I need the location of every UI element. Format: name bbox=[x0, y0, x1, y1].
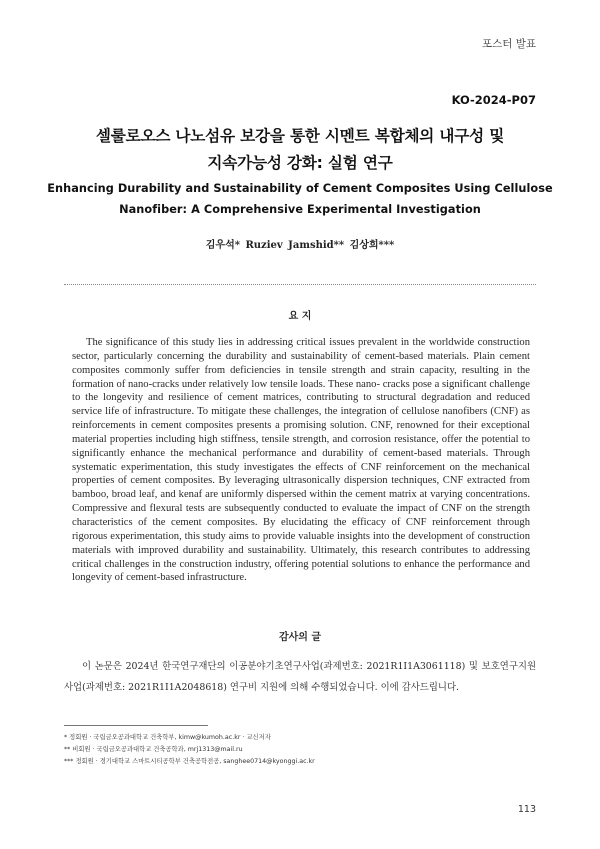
title-english-line2: Nanofiber: A Comprehensive Experimental Investigation bbox=[119, 203, 481, 216]
abstract-heading: 요 지 bbox=[288, 311, 312, 322]
title-english-line1: Enhancing Durability and Sustainability of Cement Composites Using Cellulose bbox=[47, 182, 553, 195]
page-number: 113 bbox=[517, 804, 536, 815]
footnote-author-3: *** 정회원 · 경기대학교 스마트시티공학부 건축공학전공, sanghee0714@kyonggi.ac.kr bbox=[64, 758, 315, 765]
footnote-author-1: * 정회원 · 국립금오공과대학교 건축학부, kimw@kumoh.ac.kr · 교신저자 bbox=[64, 734, 271, 741]
paper-code: KO-2024-P07 bbox=[451, 93, 536, 107]
title-korean-line2: 지속가능성 강화: 실험 연구 bbox=[207, 154, 393, 172]
footnote-rule bbox=[64, 725, 208, 726]
abstract-body: The significance of this study lies in addressing critical issues prevalent in the worldwide construction sector, particularly concerning the durability and sustainability of cement-based materials. Plain cement composites commonly suffer from deficiencies in tensile strength and strain capacity, resulting in the formation of nano-cracks under relatively low tensile loads. These nano- cracks pose a significant challenge to the longevity and resilience of cement matrices, contributing to structural degradation and reduced service life of infrastructure. To mitigate these challenges, the integration of cellulose nanofibers (CNF) as reinforcements in cement composites presents a promising solution. CNF, renowned for their exceptional material properties including high stiffness, tensile strength, and corrosion resistance, offer the potential to significantly enhance the mechanical performance and durability of cement-based materials. Through systematic experimentation, this study investigates the effects of CNF reinforcement on the mechanical properties of cement composites. By leveraging ultrasonically dispersion techniques, CNF extracted from bamboo, broad leaf, and kenaf are uniformly dispersed within the cement matrix at varying concentrations. Compressive and flexural tests are subsequently conducted to evaluate the impact of CNF on the strength characteristics of the cement composites. By elucidating the efficacy of CNF reinforcement through rigorous experimentation, this study aims to provide valuable insights into the development of construction materials with improved durability and sustainability. Ultimately, this research contributes to addressing critical challenges in the construction industry, offering potential solutions to enhance the performance and longevity of cement-based infrastructure. bbox=[72, 337, 530, 584]
acknowledgement-heading: 감사의 글 bbox=[278, 632, 322, 643]
title-korean-line1: 셀룰로오스 나노섬유 보강을 통한 시멘트 복합체의 내구성 및 bbox=[95, 127, 505, 145]
dotted-divider bbox=[64, 284, 536, 285]
acknowledgement-body: 이 논문은 2024년 한국연구재단의 이공분야기초연구사업(과제번호: 2021R1I1A3061118) 및 보호연구지원사업(과제번호: 2021R1I1A2048618) 연구비 지원에 의해 수행되었습니다. 이에 감사드립니다. bbox=[64, 661, 536, 693]
author-list: 김우석* Ruziev Jamshid** 김상희*** bbox=[205, 240, 395, 251]
section-label: 포스터 발표 bbox=[481, 38, 536, 50]
footnote-author-2: ** 비회원 · 국립금오공과대학교 건축공학과, mrj1313@mail.ru bbox=[64, 746, 243, 753]
